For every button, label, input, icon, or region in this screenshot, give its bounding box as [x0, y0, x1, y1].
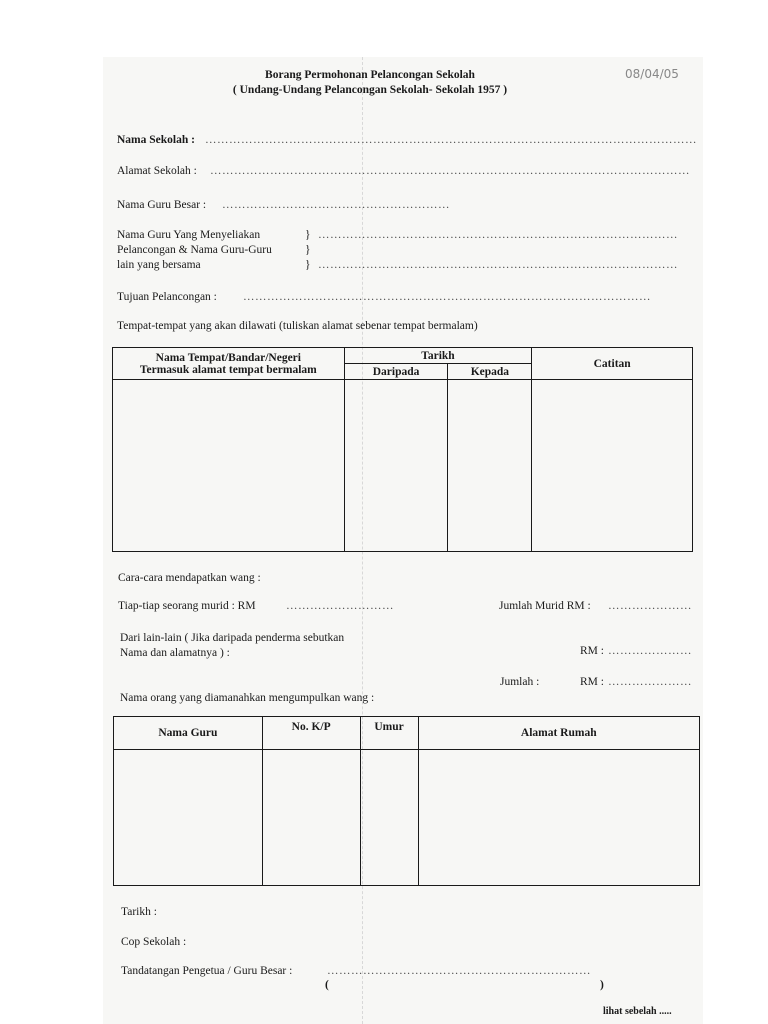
places-cell-nama[interactable]	[113, 380, 345, 552]
nama-sekolah-input[interactable]: ……………………………………………………………………………………………………………	[205, 134, 697, 146]
col-alamat-rumah-header: Alamat Rumah	[418, 717, 700, 750]
handwritten-date: 08/04/05	[625, 67, 679, 81]
money-heading: Cara-cara mendapatkan wang :	[118, 572, 261, 584]
col-daripada-header: Daripada	[344, 364, 448, 380]
jumlah-rm-input[interactable]: …………………	[608, 676, 692, 688]
tarikh-label: Tarikh :	[121, 906, 157, 918]
col-nama-guru-header: Nama Guru	[114, 717, 263, 750]
guru-label-line2: Pelancongan & Nama Guru-Guru	[117, 244, 272, 256]
tujuan-label: Tujuan Pelancongan :	[117, 291, 217, 303]
nama-guru-besar-input[interactable]: …………………………………………………	[222, 199, 450, 211]
lain-label-line1: Dari lain-lain ( Jika daripada penderma sebutkan	[120, 632, 345, 644]
col-catitan-header: Catitan	[532, 348, 693, 380]
per-student-label: Tiap-tiap seorang murid : RM	[118, 600, 256, 612]
brace-1: }	[305, 229, 311, 241]
tempat-note: Tempat-tempat yang akan dilawati (tuliskan alamat sebenar tempat bermalam)	[117, 320, 478, 332]
col-nama-tempat-header	[113, 348, 345, 380]
jumlah-murid-input[interactable]: …………………	[608, 600, 692, 612]
teachers-cell-alamat[interactable]	[418, 750, 700, 886]
jumlah-rm-label: RM :	[580, 676, 604, 688]
teachers-cell-umur[interactable]	[360, 750, 418, 886]
guru-label-line3: lain yang bersama	[117, 259, 201, 271]
cop-sekolah-label: Cop Sekolah :	[121, 936, 187, 948]
brace-3: }	[305, 259, 311, 271]
collector-heading: Nama orang yang diamanahkan mengumpulkan wang :	[120, 692, 375, 704]
teachers-cell-nama[interactable]	[114, 750, 263, 886]
teachers-cell-no-kp[interactable]	[262, 750, 360, 886]
close-paren: )	[600, 979, 604, 991]
places-table	[112, 347, 693, 552]
lihat-sebelah: lihat sebelah .....	[603, 1006, 672, 1017]
tandatangan-label: Tandatangan Pengetua / Guru Besar :	[121, 965, 293, 977]
alamat-sekolah-label: Alamat Sekolah :	[117, 165, 197, 177]
form-subtitle: ( Undang-Undang Pelancongan Sekolah- Sekolah 1957 )	[232, 84, 508, 96]
nama-sekolah-label: Nama Sekolah :	[117, 134, 195, 146]
guru-input-2[interactable]: ………………………………………………………………………………	[318, 259, 678, 271]
alamat-sekolah-input[interactable]: …………………………………………………………………………………………………………	[210, 165, 690, 177]
lain-label-line2: Nama dan alamatnya ) :	[120, 647, 230, 659]
places-cell-kepada[interactable]	[448, 380, 532, 552]
lain-rm-label: RM :	[580, 645, 604, 657]
col-nama-tempat-line2: Termasuk alamat tempat bermalam	[139, 363, 317, 376]
per-student-input[interactable]: ………………………	[286, 600, 394, 612]
guru-input-1[interactable]: ………………………………………………………………………………	[318, 229, 678, 241]
col-no-kp-header: No. K/P	[262, 717, 360, 750]
tandatangan-input[interactable]: …………………………………………………………	[327, 965, 591, 977]
open-paren: (	[325, 979, 329, 991]
col-kepada-header: Kepada	[448, 364, 532, 380]
jumlah-murid-label: Jumlah Murid RM :	[499, 600, 591, 612]
col-tarikh-header: Tarikh	[344, 348, 532, 364]
jumlah-label: Jumlah :	[500, 676, 540, 688]
teachers-table	[113, 716, 700, 886]
nama-guru-besar-label: Nama Guru Besar :	[117, 199, 207, 211]
places-cell-daripada[interactable]	[344, 380, 448, 552]
form-title: Borang Permohonan Pelancongan Sekolah	[265, 69, 475, 81]
lain-rm-input[interactable]: …………………	[608, 645, 692, 657]
tujuan-input[interactable]: …………………………………………………………………………………………	[243, 291, 651, 303]
brace-2: }	[305, 244, 311, 256]
col-umur-header: Umur	[360, 717, 418, 750]
places-cell-catitan[interactable]	[532, 380, 693, 552]
col-nama-tempat-line1: Nama Tempat/Bandar/Negeri	[155, 351, 301, 364]
guru-label-line1: Nama Guru Yang Menyeliakan	[117, 229, 261, 241]
